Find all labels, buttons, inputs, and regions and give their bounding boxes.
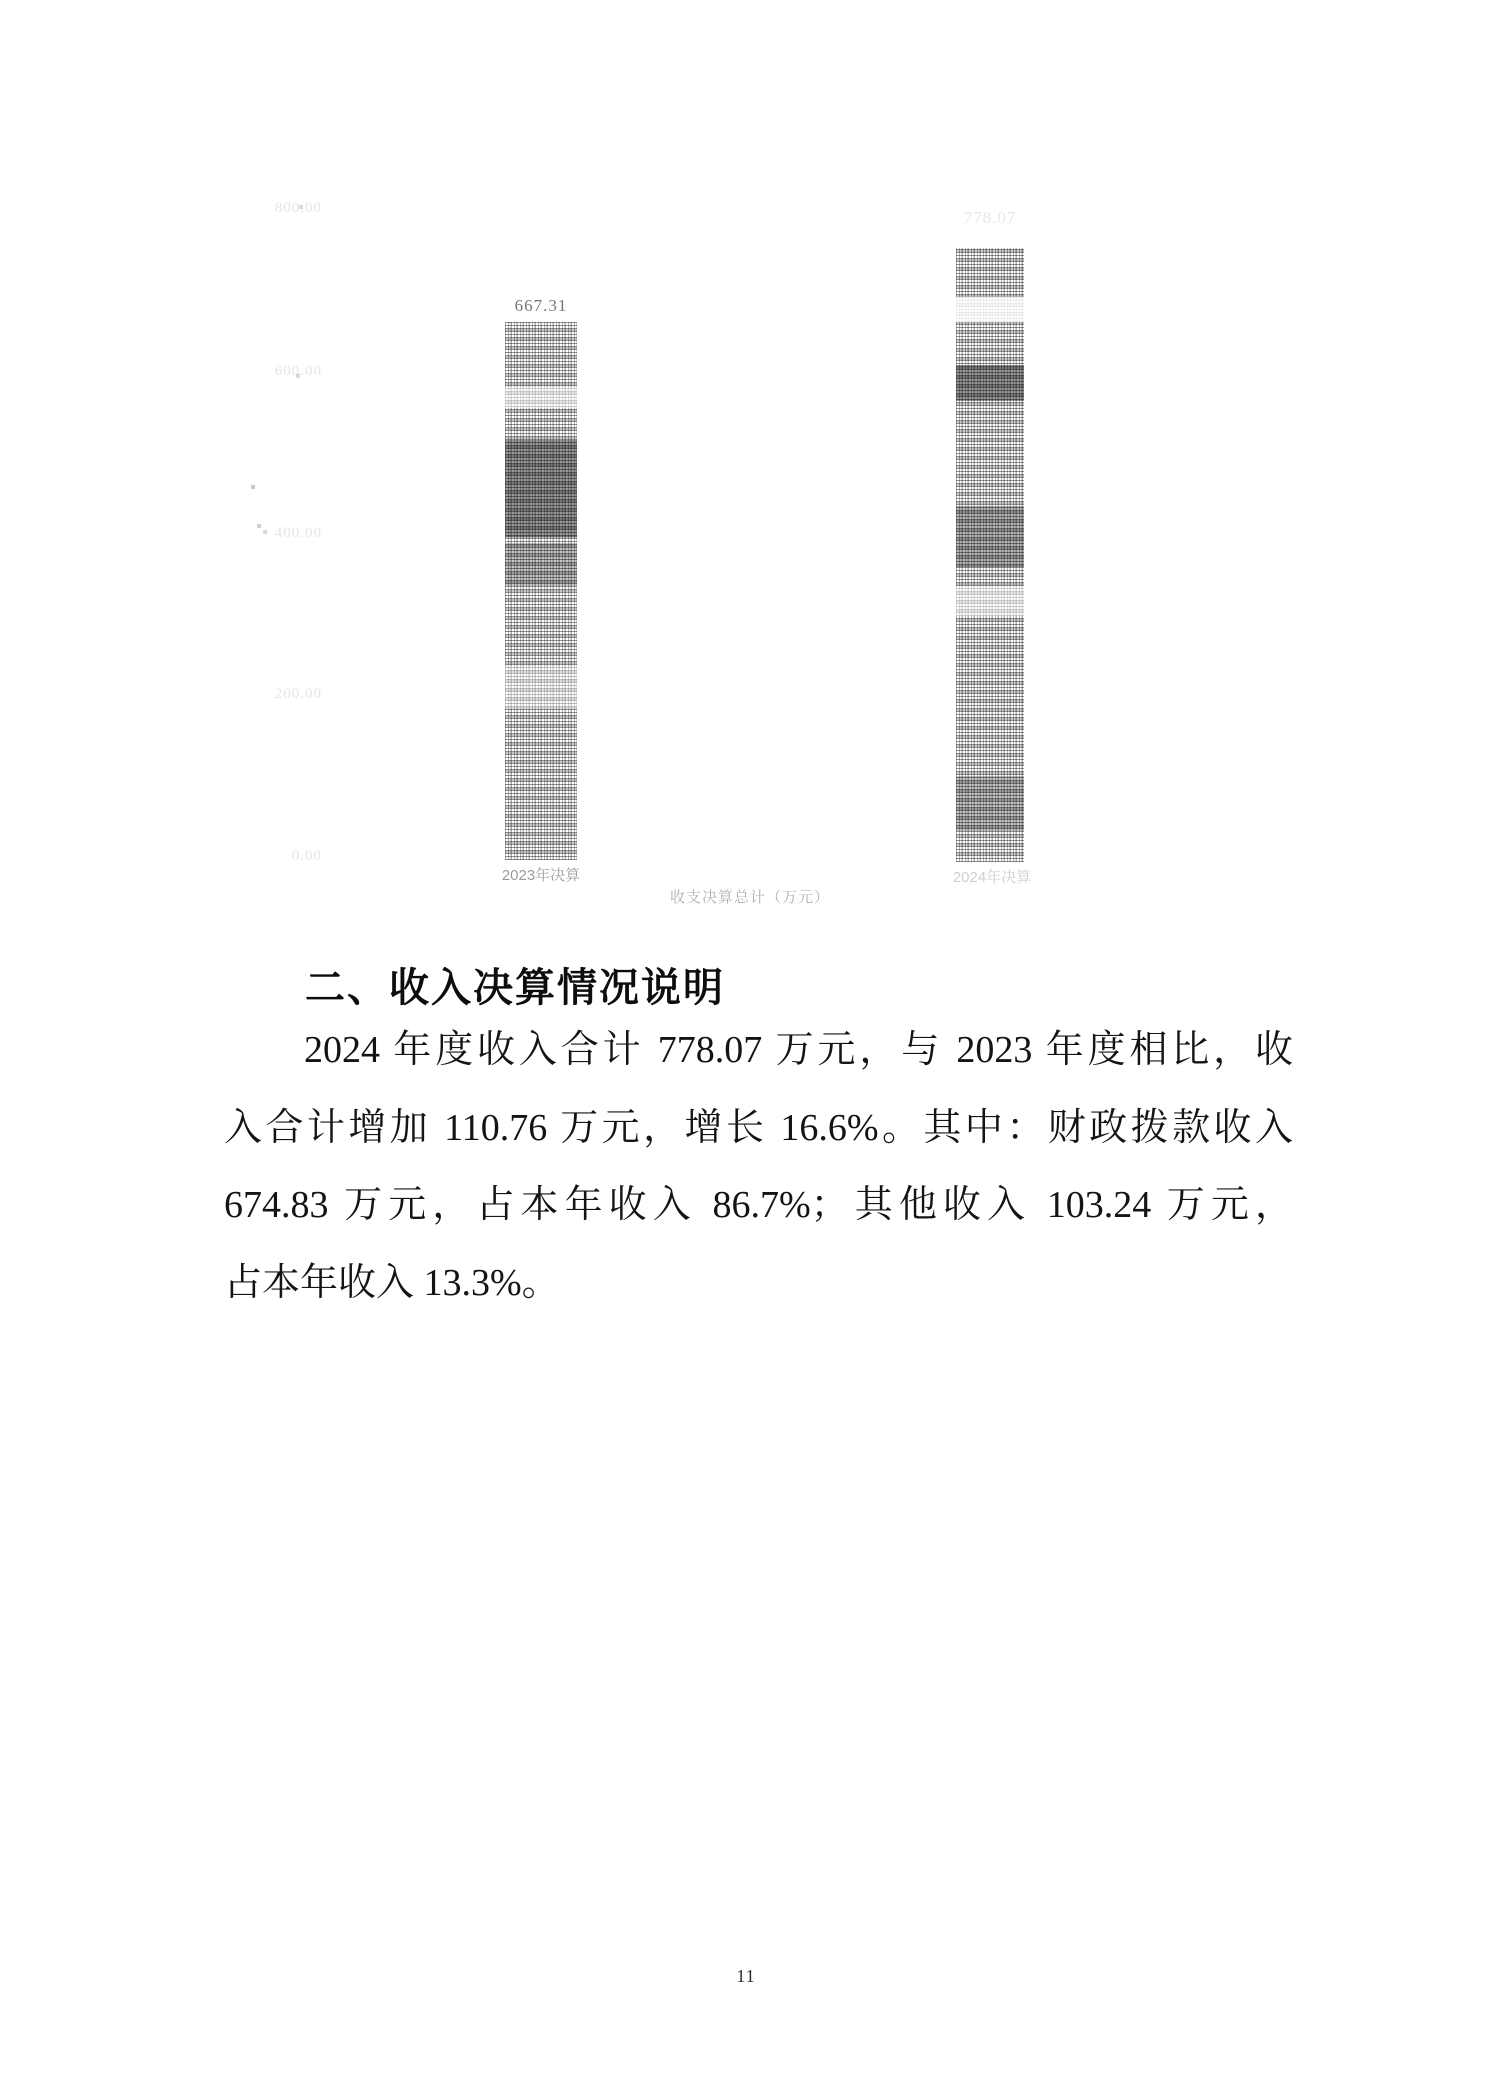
scan-band (956, 586, 1024, 617)
scan-band (956, 297, 1024, 322)
scan-band (505, 666, 577, 709)
bar-2023 (505, 322, 577, 860)
page-number: 11 (736, 1966, 756, 1986)
y-axis-tick-600: 600.00 (274, 363, 322, 379)
paragraph-line-3: 674.83 万元，占本年收入 86.7%；其他收入 103.24 万元， (224, 1184, 1293, 1226)
paragraph-line-2: 入合计增加 110.76 万元，增长 16.6%。其中：财政拨款收入 (224, 1106, 1293, 1149)
y-axis-tick-200: 200.00 (274, 686, 322, 702)
scan-band (956, 365, 1024, 402)
y-axis-tick-400: 400.00 (274, 525, 322, 541)
scan-band (505, 543, 577, 586)
scan-band (956, 776, 1024, 831)
bar-value-label-2024: 778.07 (963, 208, 1017, 227)
chart-axis-caption: 收支决算总计（万元） (669, 889, 830, 906)
bar-value-label-2023: 667.31 (514, 296, 568, 315)
paragraph-line-1: 2024 年度收入合计 778.07 万元，与 2023 年度相比，收 (304, 1029, 1293, 1071)
x-category-2024: 2024年决算 (952, 869, 1032, 886)
income-statement-paragraph (224, 1012, 1293, 1322)
y-axis-tick-0: 0.00 (291, 848, 322, 864)
y-axis-tick-800: 800.00 (274, 200, 322, 216)
scan-band (505, 440, 577, 537)
x-category-2023: 2023年决算 (501, 867, 581, 884)
scanned-bar-chart (0, 0, 1492, 930)
bar-2024 (956, 248, 1024, 862)
section-heading: 二、收入决算情况说明 (305, 966, 725, 1010)
scan-artifact-speckles (0, 0, 2, 2)
scan-band (956, 506, 1024, 567)
scan-band (505, 387, 577, 409)
paragraph-line-4: 占本年收入 13.3%。 (224, 1261, 560, 1304)
